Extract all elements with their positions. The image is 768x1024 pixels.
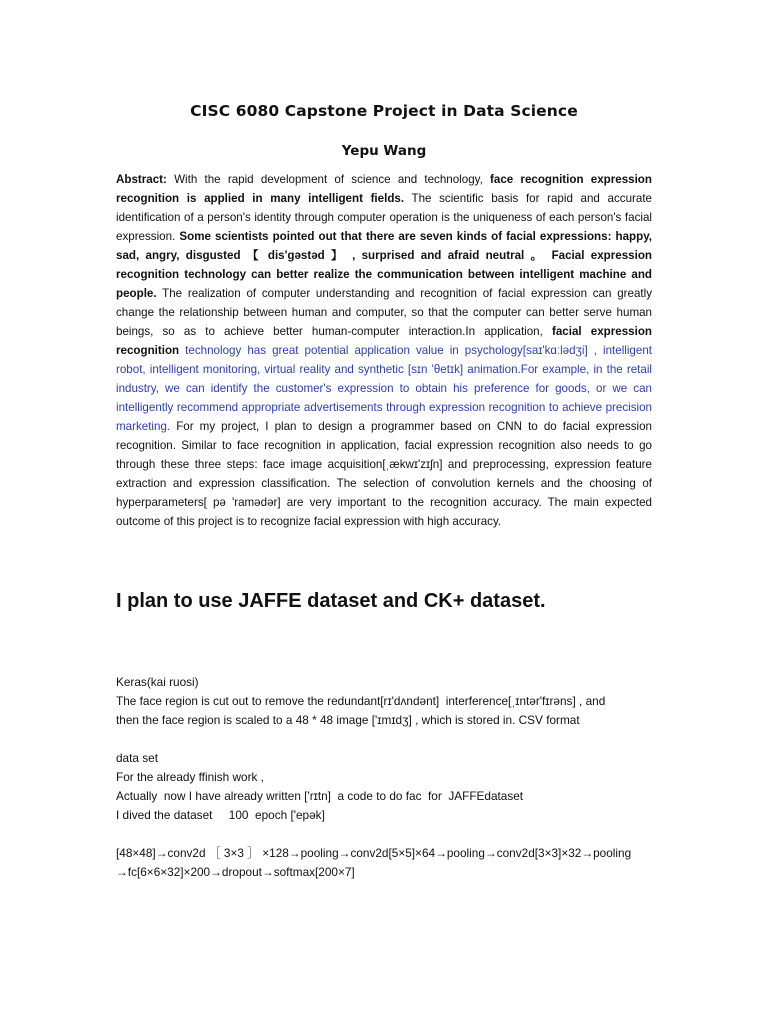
notes-line-3: then the face region is scaled to a 48 * 48 image ['ɪmɪdʒ] , which is stored in. CSV format [116, 713, 580, 727]
abstract-blue-text: technology has great potential application value in psychology[saɪ'kɑːlədʒi] , intelligent robot, intelligent monitoring, virtual reality and synthetic [sɪn 'θetɪk] animation.For example, in the retail industry, we can identify the customer's expression to obtain his preference for goods, or we can intelligently recommend appropriate advertisements through expression recognition to achieve precision marketing. [116, 344, 652, 433]
abstract-text-1: With the rapid development of science and technology, [166, 173, 491, 186]
abstract-text-2: The scientific basis for rapid and accurate identification of a person's identity through computer operation is the uniqueness of each person's facial expression. [116, 192, 652, 243]
notes-line-5: For the already ffinish work , [116, 770, 264, 784]
notes-line-7: I dived the dataset 100 epoch ['epək] [116, 808, 325, 822]
abstract-bold-2: Some scientists pointed out that there are seven kinds of facial expressions: happy, sad, angry, disgusted 【 dis'gəstəd 】 , surprised and afraid neutral 。 Facial expression recognition technology can better realize the communication between intelligent machine and people. [116, 230, 653, 300]
abstract-paragraph [116, 170, 652, 531]
abstract-bold-1: face recognition expression recognition is applied in many intelligent fields. [116, 173, 652, 205]
notes-line-4: data set [116, 751, 158, 765]
notes-line-2: The face region is cut out to remove the redundant[rɪ'dʌndənt] interference[ˌɪntər'fɪrəns] , and [116, 694, 606, 708]
notes-line-1: Keras(kai ruosi) [116, 675, 199, 689]
notes-spacer [116, 730, 656, 749]
abstract-bold-3: facial expression recognition [116, 325, 652, 357]
dataset-heading: I plan to use JAFFE dataset and CK+ dataset. [116, 590, 546, 612]
notes-spacer [116, 825, 656, 844]
notes-line-8: [48×48]→conv2d ［ 3×3 ］ ×128→pooling→conv2d[5×5]×64→pooling→conv2d[3×3]×32→pooling [116, 846, 632, 860]
notes-block [116, 673, 656, 882]
abstract-text-4: For my project, I plan to design a programmer based on CNN to do facial expression recognition. Similar to face recognition in application, facial expression recognition also needs to go through these three steps: face image acquisition[ˌækwɪ'zɪʃn] and preprocessing, expression feature extraction and expression classification. The selection of convolution kernels and the choosing of hyperparameters[ pə 'ramədər] are very important to the recognition accuracy. The main expected outcome of this project is to recognize facial expression with high accuracy. [116, 420, 652, 528]
abstract-text-3: The realization of computer understanding and recognition of facial expression can greatly change the relationship between human and computer, so that the computer can better serve human beings, so as to achieve better human-computer interaction.In application, [116, 287, 652, 338]
notes-line-9: →fc[6×6×32]×200→dropout→softmax[200×7] [116, 865, 355, 879]
author-name: Yepu Wang [341, 143, 427, 159]
abstract-label: Abstract: [116, 173, 167, 186]
notes-line-6: Actually now I have already written ['rɪtn] a code to do fac for JAFFEdataset [116, 789, 524, 803]
document-title: CISC 6080 Capstone Project in Data Science [190, 102, 578, 120]
